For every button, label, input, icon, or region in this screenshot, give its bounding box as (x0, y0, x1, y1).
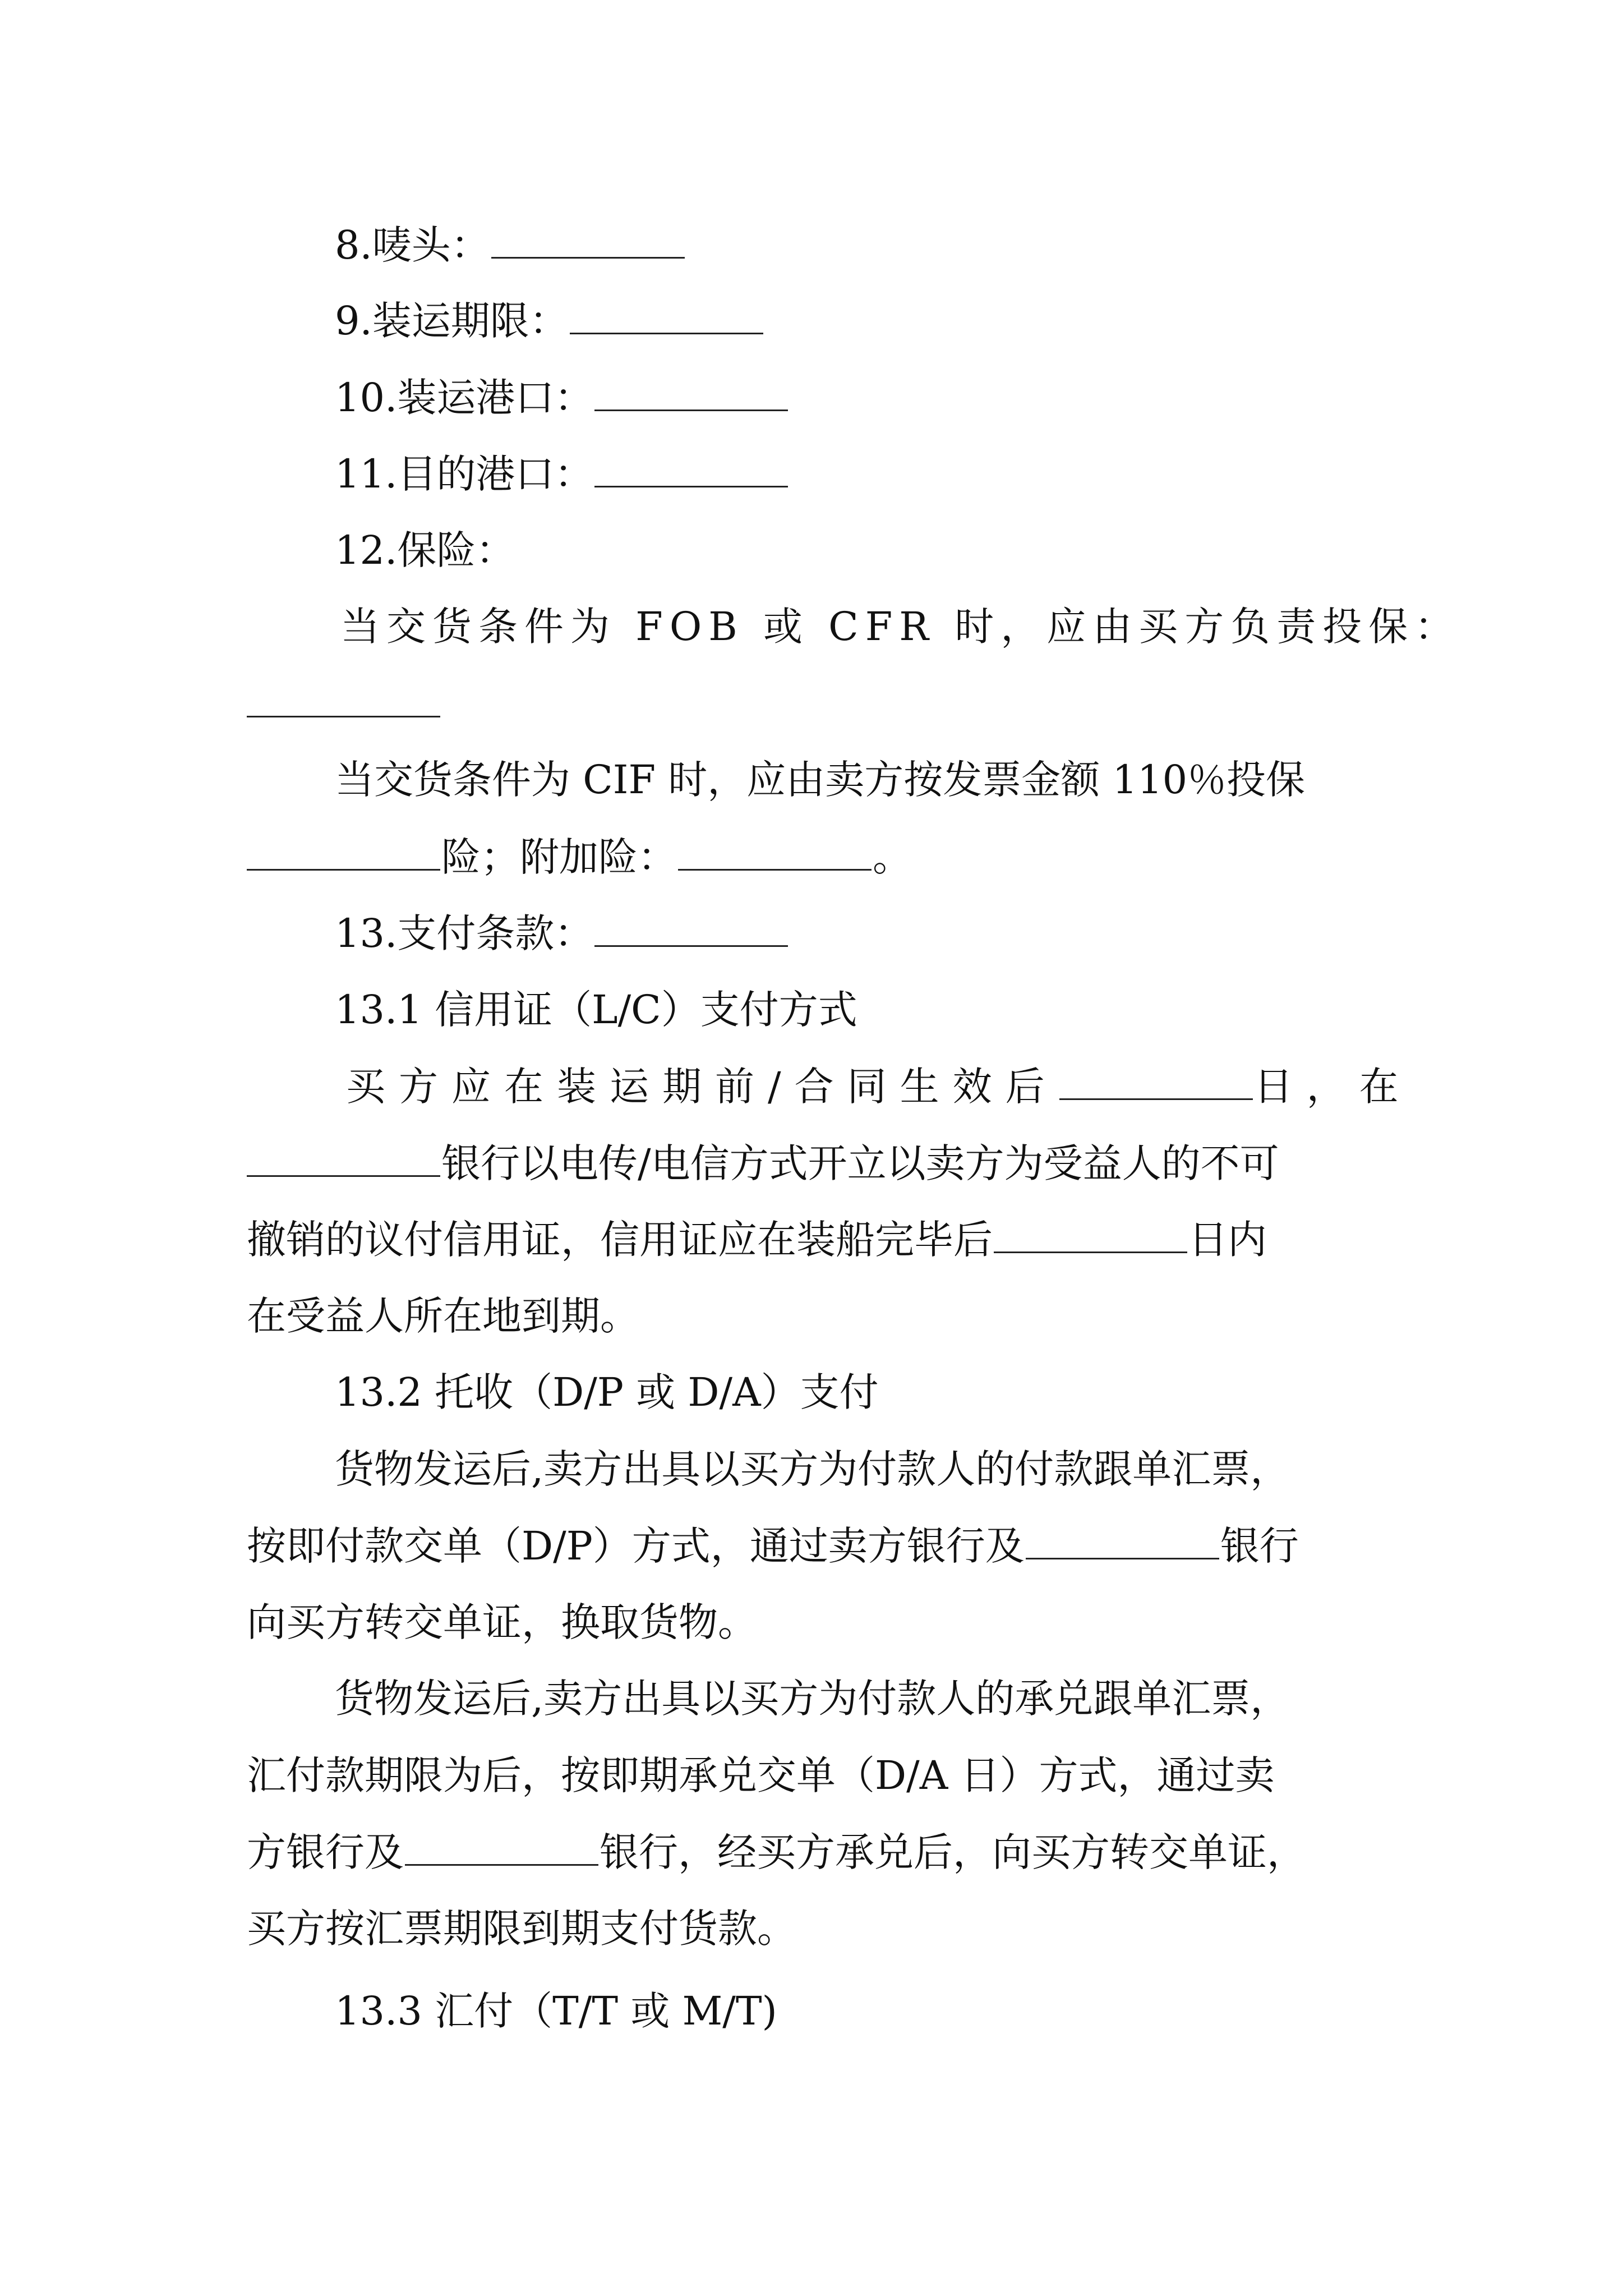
da-p4-text: 买方按汇票期限到期支付货款。 (247, 1906, 796, 1952)
lc-heading (335, 982, 1468, 1038)
lc-paragraph-line-4 (247, 1288, 1380, 1344)
lc-expiry-days-blank (994, 1211, 1187, 1253)
shipment-period-blank (570, 292, 763, 334)
collection-heading-text: 13.2 托收（D/P 或 D/A）支付 (335, 1369, 879, 1415)
shipment-period-line (335, 292, 1468, 348)
remittance-heading (335, 1983, 1468, 2039)
dp-p3-text: 向买方转交单证，换取货物。 (247, 1599, 757, 1645)
da-paragraph-line-4 (247, 1901, 1380, 1957)
payment-terms-label: 13.支付条款： (335, 910, 594, 956)
da-paragraph-line-1 (335, 1671, 1468, 1727)
loading-port-blank (594, 369, 788, 411)
lc-p4-text: 在受益人所在地到期。 (247, 1293, 639, 1339)
lc-p3-text-b: 日内 (1188, 1217, 1267, 1263)
lc-p2-text: 银行以电传/电信方式开立以卖方为受益人的不可 (441, 1140, 1279, 1186)
insurance-label: 12.保险： (335, 527, 515, 573)
da-p3-text-b: 银行，经买方承兑后，向买方转交单证， (600, 1829, 1306, 1875)
remittance-heading-text: 13.3 汇付（T/T 或 M/T) (335, 1988, 777, 2034)
dp-paragraph-line-1 (335, 1441, 1468, 1497)
da-p3-text: 方银行及 (247, 1829, 404, 1875)
additional-insurance-label: 险；附加险： (441, 834, 677, 880)
insurance-fob-cfr-blank-line (247, 675, 1380, 731)
insurance-cif-continued-line (247, 829, 1380, 885)
loading-port-label: 10.装运港口： (335, 375, 594, 421)
destination-port-line (335, 445, 1468, 501)
da-p2-text: 汇付款期限为后，按即期承兑交单（D/A 日）方式，通过卖 (247, 1752, 1275, 1798)
da-bank-blank (405, 1824, 598, 1866)
loading-port-line (335, 369, 1468, 425)
collection-heading (335, 1364, 1468, 1420)
insurance-cif-text: 当交货条件为 CIF 时，应由卖方按发票金额 110％投保 (335, 757, 1306, 803)
da-paragraph-line-3 (247, 1824, 1380, 1880)
sentence-end: 。 (873, 834, 912, 880)
insurance-fob-cfr-blank (247, 675, 440, 717)
insurance-fob-cfr-line (340, 599, 1473, 655)
destination-port-label: 11.目的港口： (335, 451, 594, 497)
payment-terms-line (335, 905, 1468, 961)
insurance-type-blank (247, 829, 440, 871)
insurance-fob-cfr-text: 当交货条件为 FOB 或 CFR 时，应由买方负责投保： (340, 604, 1461, 650)
da-p1-text: 货物发运后,卖方出具以买方为付款人的承兑跟单汇票， (335, 1676, 1290, 1722)
lc-days-after-blank (1059, 1058, 1253, 1100)
insurance-cif-line (335, 752, 1468, 808)
dp-p1-text: 货物发运后,卖方出具以买方为付款人的付款跟单汇票， (335, 1446, 1290, 1492)
dp-paragraph-line-3 (247, 1594, 1380, 1650)
lc-paragraph-line-2 (247, 1135, 1380, 1191)
da-paragraph-line-2 (247, 1747, 1380, 1803)
insurance-line (335, 522, 1468, 578)
shipping-mark-blank (491, 217, 685, 259)
shipping-mark-label: 8.唛头： (335, 222, 490, 268)
lc-paragraph-line-1 (346, 1058, 1479, 1114)
lc-bank-blank (247, 1135, 440, 1177)
lc-p1-text: 买方应在装运期前/合同生效后 (346, 1064, 1058, 1110)
dp-paragraph-line-2 (247, 1517, 1380, 1573)
dp-p2-text-b: 银行 (1220, 1523, 1299, 1569)
lc-p3-text: 撤销的议付信用证，信用证应在装船完毕后 (247, 1217, 993, 1263)
payment-terms-blank (594, 905, 788, 947)
shipping-mark-line (335, 217, 1468, 273)
lc-p1-text-b: 日，在 (1253, 1064, 1412, 1110)
dp-p2-text: 按即付款交单（D/P）方式，通过卖方银行及 (247, 1523, 1025, 1569)
shipment-period-label: 9.装运期限： (335, 298, 569, 344)
destination-port-blank (594, 445, 788, 487)
lc-heading-text: 13.1 信用证（L/C）支付方式 (335, 987, 857, 1033)
additional-insurance-blank (678, 829, 872, 871)
dp-bank-blank (1026, 1517, 1219, 1559)
lc-paragraph-line-3 (247, 1211, 1380, 1267)
